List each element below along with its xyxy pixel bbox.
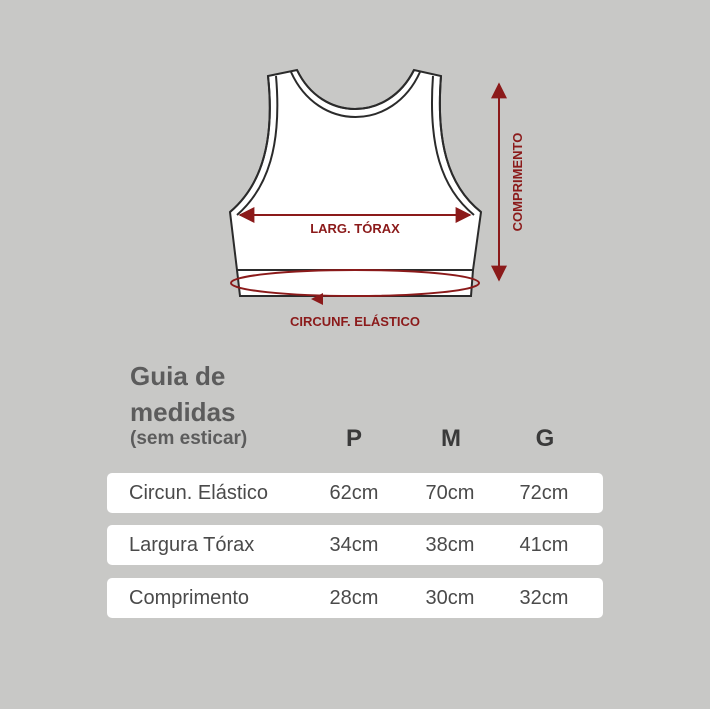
cell-m: 30cm [425, 587, 475, 609]
size-header-g: G [535, 425, 555, 452]
cell-m: 70cm [425, 482, 475, 504]
size-header-m: M [441, 425, 461, 452]
row-label: Comprimento [129, 587, 250, 609]
cell-p: 34cm [329, 534, 379, 556]
cell-g: 72cm [519, 482, 569, 504]
row-label: Largura Tórax [129, 534, 255, 556]
guide-title-line2: medidas [130, 397, 236, 427]
guide-title [130, 358, 236, 430]
table-row [107, 578, 603, 618]
cell-p: 62cm [329, 482, 379, 504]
guide-subtitle: (sem esticar) [130, 428, 248, 449]
cell-p: 28cm [329, 587, 379, 609]
elastic-label: CIRCUNF. ELÁSTICO [290, 314, 420, 329]
cell-m: 38cm [425, 534, 475, 556]
garment-diagram [0, 0, 710, 340]
cell-g: 32cm [519, 587, 569, 609]
guide-title-line1: Guia de [130, 361, 226, 391]
length-label: COMPRIMENTO [510, 132, 525, 232]
size-header-p: P [345, 425, 362, 452]
crop-top-outline [230, 70, 481, 296]
cell-g: 41cm [519, 534, 569, 556]
chest-label: LARG. TÓRAX [310, 221, 400, 236]
table-row [107, 525, 603, 565]
table-row [107, 473, 603, 513]
row-label: Circun. Elástico [129, 482, 268, 504]
